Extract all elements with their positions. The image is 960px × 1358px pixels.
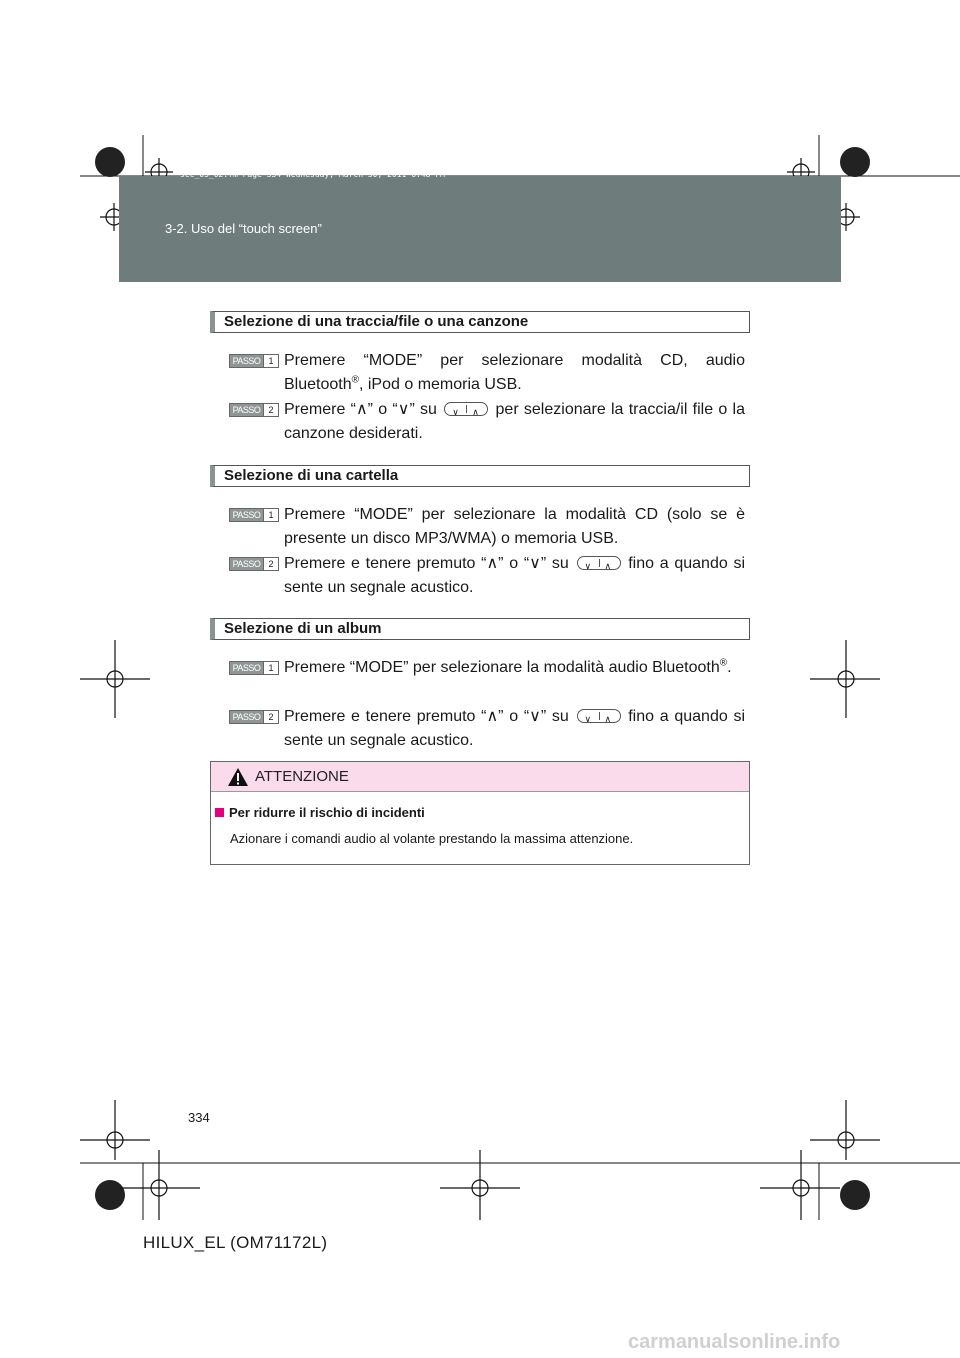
- step-text: Premere “MODE” per selezionare la modalità audio Bluetooth®.: [284, 657, 732, 676]
- page-number: 334: [188, 1110, 210, 1125]
- section-label: 3-2. Uso del “touch screen”: [165, 221, 322, 236]
- warning-header: [211, 762, 749, 792]
- registration-disc-icon: [95, 1180, 125, 1210]
- registration-disc-icon: [95, 147, 125, 177]
- footer-model: HILUX_EL (OM71172L): [143, 1233, 328, 1252]
- warning-title: ATTENZIONE: [255, 768, 349, 785]
- watermark: carmanualsonline.info: [628, 1331, 841, 1353]
- step-badge: PASSO 1: [229, 661, 279, 675]
- step-text: Premere “MODE” per selezionare la modalità CD (solo se è presente un disco MP3/WMA) o memoria USB.: [284, 506, 745, 547]
- step-badge: PASSO 1: [229, 508, 279, 522]
- step-badge: PASSO 2: [229, 403, 279, 417]
- registration-disc-icon: [840, 1180, 870, 1210]
- step-text: Premere “MODE” per selezionare modalità CD, audio Bluetooth®, iPod o memoria USB.: [284, 352, 745, 393]
- section-heading: Selezione di una cartella: [210, 465, 750, 487]
- warning-body: Azionare i comandi audio al volante prestando la massima attenzione.: [230, 831, 634, 846]
- step-badge: PASSO 1: [229, 354, 279, 368]
- warning-subtitle: Per ridurre il rischio di incidenti: [215, 805, 425, 820]
- step-badge: PASSO 2: [229, 557, 279, 571]
- step-badge: PASSO 2: [229, 710, 279, 724]
- seek-button-icon: ∨ ∧: [577, 556, 621, 570]
- registration-disc-icon: [840, 147, 870, 177]
- section-heading: Selezione di una traccia/file o una canzone: [210, 311, 750, 333]
- section-heading: Selezione di un album: [210, 618, 750, 640]
- warning-box: [210, 761, 750, 865]
- bullet-square-icon: [215, 808, 224, 817]
- step-text: Premere “∧” o “∨” su ∨ ∧ per selezionare la traccia/il file o la canzone desiderati.: [284, 401, 746, 442]
- warning-triangle-icon: [227, 767, 249, 787]
- step-text: Premere e tenere premuto “∧” o “∨” su ∨ ∧ fino a quando si sente un segnale acustico.: [284, 708, 745, 749]
- step-text: Premere e tenere premuto “∧” o “∨” su ∨ ∧ fino a quando si sente un segnale acustico.: [284, 555, 745, 596]
- seek-button-icon: ∨ ∧: [577, 709, 621, 723]
- print-info: sec_03_02.fm Page 334 Wednesday, March 30, 2011 6:48 PM: [180, 170, 445, 179]
- seek-button-icon: ∨ ∧: [444, 402, 488, 416]
